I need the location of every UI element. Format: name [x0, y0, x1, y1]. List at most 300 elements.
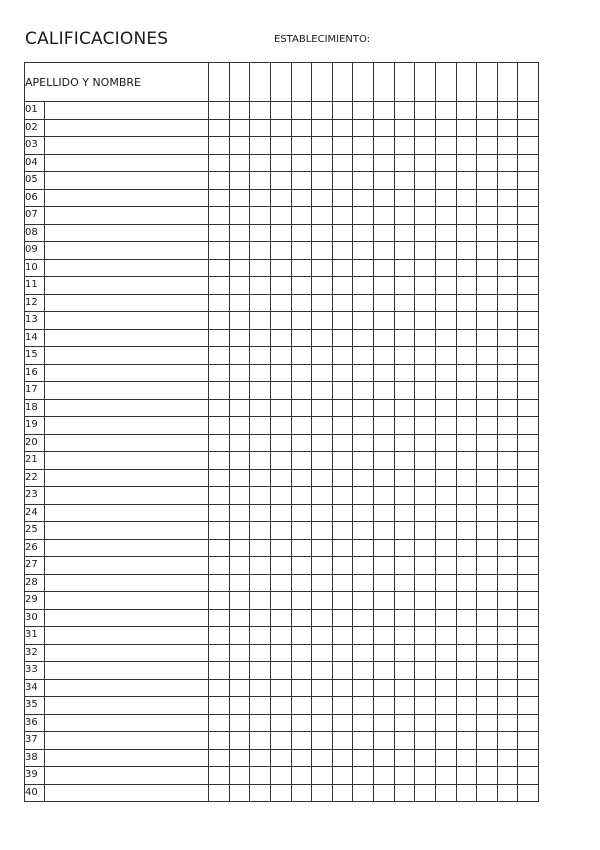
grade-cell[interactable] — [374, 329, 395, 347]
grade-cell[interactable] — [312, 434, 333, 452]
grade-cell[interactable] — [291, 452, 312, 470]
grade-cell[interactable] — [270, 714, 291, 732]
grade-cell[interactable] — [270, 294, 291, 312]
grade-cell[interactable] — [394, 487, 415, 505]
grade-cell[interactable] — [415, 259, 436, 277]
grade-cell[interactable] — [312, 557, 333, 575]
grade-cell[interactable] — [270, 504, 291, 522]
grade-cell[interactable] — [270, 697, 291, 715]
grade-cell[interactable] — [497, 312, 518, 330]
grade-cell[interactable] — [415, 207, 436, 225]
grade-cell[interactable] — [518, 732, 539, 750]
grade-cell[interactable] — [291, 697, 312, 715]
grade-cell[interactable] — [435, 417, 456, 435]
grade-cell[interactable] — [229, 434, 250, 452]
grade-cell[interactable] — [332, 679, 353, 697]
grade-cell[interactable] — [518, 504, 539, 522]
grade-cell[interactable] — [394, 504, 415, 522]
grade-cell[interactable] — [394, 452, 415, 470]
grade-cell[interactable] — [435, 452, 456, 470]
grade-cell[interactable] — [497, 242, 518, 260]
grade-cell[interactable] — [209, 434, 230, 452]
student-name-cell[interactable] — [45, 119, 209, 137]
grade-cell[interactable] — [312, 294, 333, 312]
student-name-cell[interactable] — [45, 434, 209, 452]
student-name-cell[interactable] — [45, 679, 209, 697]
grade-cell[interactable] — [312, 189, 333, 207]
grade-cell[interactable] — [374, 137, 395, 155]
grade-cell[interactable] — [250, 102, 271, 120]
grade-cell[interactable] — [353, 329, 374, 347]
grade-cell[interactable] — [312, 644, 333, 662]
grade-cell[interactable] — [353, 749, 374, 767]
grade-cell[interactable] — [518, 347, 539, 365]
grade-cell[interactable] — [435, 592, 456, 610]
grade-cell[interactable] — [415, 434, 436, 452]
grade-cell[interactable] — [374, 469, 395, 487]
grade-cell[interactable] — [270, 329, 291, 347]
grade-cell[interactable] — [394, 767, 415, 785]
grade-cell[interactable] — [497, 522, 518, 540]
grade-cell[interactable] — [312, 172, 333, 190]
student-name-cell[interactable] — [45, 364, 209, 382]
student-name-cell[interactable] — [45, 627, 209, 645]
grade-cell[interactable] — [415, 574, 436, 592]
grade-cell[interactable] — [497, 399, 518, 417]
grade-cell[interactable] — [291, 364, 312, 382]
grade-cell[interactable] — [312, 242, 333, 260]
grade-cell[interactable] — [477, 137, 498, 155]
grade-cell[interactable] — [250, 662, 271, 680]
grade-cell[interactable] — [229, 119, 250, 137]
grade-cell[interactable] — [332, 522, 353, 540]
grade-cell[interactable] — [270, 557, 291, 575]
grade-cell[interactable] — [456, 644, 477, 662]
grade-cell[interactable] — [312, 662, 333, 680]
grade-cell[interactable] — [477, 294, 498, 312]
grade-cell[interactable] — [497, 189, 518, 207]
grade-cell[interactable] — [209, 154, 230, 172]
grade-cell[interactable] — [353, 312, 374, 330]
grade-cell[interactable] — [477, 102, 498, 120]
grade-cell[interactable] — [435, 732, 456, 750]
grade-cell[interactable] — [394, 154, 415, 172]
grade-cell[interactable] — [291, 767, 312, 785]
grade-cell[interactable] — [435, 137, 456, 155]
student-name-cell[interactable] — [45, 399, 209, 417]
grade-cell[interactable] — [374, 312, 395, 330]
grade-cell[interactable] — [435, 242, 456, 260]
grade-cell[interactable] — [312, 539, 333, 557]
grade-cell[interactable] — [477, 329, 498, 347]
grade-cell[interactable] — [332, 119, 353, 137]
grade-cell[interactable] — [270, 627, 291, 645]
grade-cell[interactable] — [312, 329, 333, 347]
grade-cell[interactable] — [312, 522, 333, 540]
grade-cell[interactable] — [497, 417, 518, 435]
student-name-cell[interactable] — [45, 102, 209, 120]
grade-cell[interactable] — [394, 714, 415, 732]
grade-cell[interactable] — [250, 714, 271, 732]
grade-cell[interactable] — [332, 784, 353, 802]
grade-cell[interactable] — [229, 242, 250, 260]
grade-cell[interactable] — [209, 452, 230, 470]
grade-cell[interactable] — [415, 469, 436, 487]
grade-cell[interactable] — [229, 609, 250, 627]
grade-cell[interactable] — [456, 172, 477, 190]
student-name-cell[interactable] — [45, 172, 209, 190]
grade-cell[interactable] — [415, 137, 436, 155]
grade-cell[interactable] — [518, 522, 539, 540]
student-name-cell[interactable] — [45, 504, 209, 522]
grade-cell[interactable] — [332, 102, 353, 120]
grade-cell[interactable] — [435, 767, 456, 785]
grade-cell[interactable] — [332, 399, 353, 417]
grade-cell[interactable] — [456, 522, 477, 540]
student-name-cell[interactable] — [45, 574, 209, 592]
grade-cell[interactable] — [312, 207, 333, 225]
grade-cell[interactable] — [477, 347, 498, 365]
grade-cell[interactable] — [497, 119, 518, 137]
grade-cell[interactable] — [435, 627, 456, 645]
grade-cell[interactable] — [270, 189, 291, 207]
grade-cell[interactable] — [291, 259, 312, 277]
grade-cell[interactable] — [477, 522, 498, 540]
grade-cell[interactable] — [415, 784, 436, 802]
grade-cell[interactable] — [209, 784, 230, 802]
grade-cell[interactable] — [394, 644, 415, 662]
grade-cell[interactable] — [270, 224, 291, 242]
grade-cell[interactable] — [332, 224, 353, 242]
grade-cell[interactable] — [415, 154, 436, 172]
grade-cell[interactable] — [435, 609, 456, 627]
grade-cell[interactable] — [229, 662, 250, 680]
grade-cell[interactable] — [518, 434, 539, 452]
grade-cell[interactable] — [477, 767, 498, 785]
grade-cell[interactable] — [477, 119, 498, 137]
grade-cell[interactable] — [332, 557, 353, 575]
grade-cell[interactable] — [291, 417, 312, 435]
grade-cell[interactable] — [270, 312, 291, 330]
grade-cell[interactable] — [291, 119, 312, 137]
grade-cell[interactable] — [332, 294, 353, 312]
grade-cell[interactable] — [250, 137, 271, 155]
grade-cell[interactable] — [291, 469, 312, 487]
grade-cell[interactable] — [435, 539, 456, 557]
grade-cell[interactable] — [291, 662, 312, 680]
grade-cell[interactable] — [353, 592, 374, 610]
grade-cell[interactable] — [209, 347, 230, 365]
grade-cell[interactable] — [291, 207, 312, 225]
grade-cell[interactable] — [270, 452, 291, 470]
grade-cell[interactable] — [477, 557, 498, 575]
grade-cell[interactable] — [518, 312, 539, 330]
grade-cell[interactable] — [229, 207, 250, 225]
grade-cell[interactable] — [250, 399, 271, 417]
grade-cell[interactable] — [374, 102, 395, 120]
student-name-cell[interactable] — [45, 662, 209, 680]
grade-cell[interactable] — [353, 732, 374, 750]
grade-cell[interactable] — [374, 347, 395, 365]
grade-cell[interactable] — [250, 522, 271, 540]
grade-cell[interactable] — [250, 329, 271, 347]
grade-cell[interactable] — [250, 784, 271, 802]
grade-cell[interactable] — [270, 434, 291, 452]
grade-cell[interactable] — [518, 172, 539, 190]
grade-cell[interactable] — [374, 714, 395, 732]
grade-cell[interactable] — [394, 399, 415, 417]
grade-cell[interactable] — [497, 504, 518, 522]
grade-cell[interactable] — [518, 242, 539, 260]
grade-cell[interactable] — [332, 242, 353, 260]
student-name-cell[interactable] — [45, 312, 209, 330]
student-name-cell[interactable] — [45, 137, 209, 155]
grade-cell[interactable] — [209, 119, 230, 137]
grade-cell[interactable] — [497, 434, 518, 452]
grade-cell[interactable] — [209, 224, 230, 242]
grade-cell[interactable] — [353, 487, 374, 505]
grade-cell[interactable] — [456, 347, 477, 365]
grade-cell[interactable] — [312, 382, 333, 400]
grade-cell[interactable] — [456, 242, 477, 260]
grade-cell[interactable] — [435, 784, 456, 802]
grade-cell[interactable] — [250, 294, 271, 312]
grade-cell[interactable] — [374, 294, 395, 312]
student-name-cell[interactable] — [45, 784, 209, 802]
grade-cell[interactable] — [312, 784, 333, 802]
grade-cell[interactable] — [518, 154, 539, 172]
student-name-cell[interactable] — [45, 557, 209, 575]
grade-cell[interactable] — [291, 172, 312, 190]
grade-cell[interactable] — [518, 487, 539, 505]
grade-cell[interactable] — [229, 172, 250, 190]
grade-cell[interactable] — [250, 207, 271, 225]
grade-cell[interactable] — [270, 399, 291, 417]
grade-cell[interactable] — [353, 644, 374, 662]
grade-cell[interactable] — [477, 277, 498, 295]
grade-cell[interactable] — [250, 434, 271, 452]
student-name-cell[interactable] — [45, 452, 209, 470]
grade-cell[interactable] — [456, 312, 477, 330]
grade-cell[interactable] — [312, 697, 333, 715]
grade-cell[interactable] — [415, 242, 436, 260]
grade-cell[interactable] — [415, 102, 436, 120]
grade-cell[interactable] — [353, 382, 374, 400]
grade-cell[interactable] — [332, 329, 353, 347]
grade-cell[interactable] — [394, 662, 415, 680]
grade-cell[interactable] — [209, 207, 230, 225]
grade-cell[interactable] — [332, 382, 353, 400]
grade-cell[interactable] — [435, 557, 456, 575]
student-name-cell[interactable] — [45, 522, 209, 540]
grade-cell[interactable] — [477, 469, 498, 487]
grade-cell[interactable] — [456, 207, 477, 225]
grade-cell[interactable] — [394, 469, 415, 487]
grade-cell[interactable] — [497, 732, 518, 750]
grade-cell[interactable] — [435, 399, 456, 417]
grade-cell[interactable] — [291, 224, 312, 242]
grade-cell[interactable] — [250, 259, 271, 277]
grade-cell[interactable] — [353, 679, 374, 697]
grade-cell[interactable] — [209, 102, 230, 120]
grade-cell[interactable] — [353, 469, 374, 487]
grade-cell[interactable] — [250, 539, 271, 557]
grade-cell[interactable] — [435, 347, 456, 365]
grade-cell[interactable] — [374, 592, 395, 610]
grade-cell[interactable] — [312, 137, 333, 155]
grade-cell[interactable] — [270, 382, 291, 400]
grade-cell[interactable] — [332, 189, 353, 207]
grade-cell[interactable] — [394, 732, 415, 750]
grade-cell[interactable] — [209, 417, 230, 435]
grade-cell[interactable] — [456, 697, 477, 715]
grade-cell[interactable] — [435, 207, 456, 225]
grade-cell[interactable] — [435, 697, 456, 715]
grade-cell[interactable] — [374, 749, 395, 767]
grade-cell[interactable] — [209, 539, 230, 557]
grade-cell[interactable] — [456, 592, 477, 610]
grade-cell[interactable] — [250, 189, 271, 207]
grade-cell[interactable] — [456, 662, 477, 680]
grade-cell[interactable] — [229, 312, 250, 330]
grade-cell[interactable] — [291, 137, 312, 155]
grade-cell[interactable] — [250, 749, 271, 767]
student-name-cell[interactable] — [45, 347, 209, 365]
grade-cell[interactable] — [332, 697, 353, 715]
grade-cell[interactable] — [394, 557, 415, 575]
grade-cell[interactable] — [291, 382, 312, 400]
grade-cell[interactable] — [477, 574, 498, 592]
grade-cell[interactable] — [229, 364, 250, 382]
grade-cell[interactable] — [415, 347, 436, 365]
grade-cell[interactable] — [332, 469, 353, 487]
grade-cell[interactable] — [209, 294, 230, 312]
grade-cell[interactable] — [229, 679, 250, 697]
grade-cell[interactable] — [518, 329, 539, 347]
grade-cell[interactable] — [477, 382, 498, 400]
grade-cell[interactable] — [332, 277, 353, 295]
grade-cell[interactable] — [209, 697, 230, 715]
grade-cell[interactable] — [270, 784, 291, 802]
grade-cell[interactable] — [291, 574, 312, 592]
grade-cell[interactable] — [209, 259, 230, 277]
grade-cell[interactable] — [456, 504, 477, 522]
grade-cell[interactable] — [250, 382, 271, 400]
grade-cell[interactable] — [250, 224, 271, 242]
grade-cell[interactable] — [456, 154, 477, 172]
grade-cell[interactable] — [518, 592, 539, 610]
grade-cell[interactable] — [332, 364, 353, 382]
grade-cell[interactable] — [229, 102, 250, 120]
grade-cell[interactable] — [477, 189, 498, 207]
grade-cell[interactable] — [209, 679, 230, 697]
grade-cell[interactable] — [394, 277, 415, 295]
grade-cell[interactable] — [456, 277, 477, 295]
student-name-cell[interactable] — [45, 259, 209, 277]
grade-cell[interactable] — [415, 732, 436, 750]
grade-cell[interactable] — [332, 347, 353, 365]
grade-cell[interactable] — [394, 749, 415, 767]
grade-cell[interactable] — [415, 609, 436, 627]
grade-cell[interactable] — [353, 627, 374, 645]
grade-cell[interactable] — [374, 539, 395, 557]
grade-cell[interactable] — [209, 592, 230, 610]
grade-cell[interactable] — [456, 417, 477, 435]
grade-cell[interactable] — [415, 644, 436, 662]
grade-cell[interactable] — [250, 644, 271, 662]
grade-cell[interactable] — [497, 644, 518, 662]
grade-cell[interactable] — [415, 522, 436, 540]
grade-cell[interactable] — [270, 662, 291, 680]
grade-cell[interactable] — [332, 627, 353, 645]
grade-cell[interactable] — [250, 592, 271, 610]
student-name-cell[interactable] — [45, 417, 209, 435]
grade-cell[interactable] — [229, 504, 250, 522]
grade-cell[interactable] — [477, 679, 498, 697]
grade-cell[interactable] — [518, 189, 539, 207]
grade-cell[interactable] — [477, 784, 498, 802]
grade-cell[interactable] — [394, 592, 415, 610]
grade-cell[interactable] — [353, 207, 374, 225]
grade-cell[interactable] — [435, 574, 456, 592]
grade-cell[interactable] — [497, 557, 518, 575]
grade-cell[interactable] — [270, 749, 291, 767]
grade-cell[interactable] — [477, 452, 498, 470]
student-name-cell[interactable] — [45, 277, 209, 295]
grade-cell[interactable] — [209, 644, 230, 662]
grade-cell[interactable] — [497, 784, 518, 802]
grade-cell[interactable] — [291, 434, 312, 452]
grade-cell[interactable] — [312, 224, 333, 242]
grade-cell[interactable] — [415, 767, 436, 785]
grade-cell[interactable] — [270, 574, 291, 592]
grade-cell[interactable] — [332, 452, 353, 470]
grade-cell[interactable] — [291, 347, 312, 365]
grade-cell[interactable] — [497, 154, 518, 172]
grade-cell[interactable] — [312, 347, 333, 365]
grade-cell[interactable] — [394, 434, 415, 452]
grade-cell[interactable] — [497, 714, 518, 732]
grade-cell[interactable] — [477, 732, 498, 750]
grade-cell[interactable] — [394, 574, 415, 592]
grade-cell[interactable] — [456, 469, 477, 487]
grade-cell[interactable] — [374, 662, 395, 680]
grade-cell[interactable] — [394, 347, 415, 365]
grade-cell[interactable] — [229, 539, 250, 557]
grade-cell[interactable] — [497, 662, 518, 680]
grade-cell[interactable] — [353, 137, 374, 155]
grade-cell[interactable] — [518, 784, 539, 802]
grade-cell[interactable] — [497, 382, 518, 400]
grade-cell[interactable] — [435, 102, 456, 120]
grade-cell[interactable] — [229, 644, 250, 662]
grade-cell[interactable] — [394, 697, 415, 715]
student-name-cell[interactable] — [45, 224, 209, 242]
grade-cell[interactable] — [250, 487, 271, 505]
grade-cell[interactable] — [456, 119, 477, 137]
grade-cell[interactable] — [312, 574, 333, 592]
grade-cell[interactable] — [312, 417, 333, 435]
grade-cell[interactable] — [374, 697, 395, 715]
grade-cell[interactable] — [415, 417, 436, 435]
student-name-cell[interactable] — [45, 767, 209, 785]
grade-cell[interactable] — [312, 364, 333, 382]
grade-cell[interactable] — [291, 102, 312, 120]
grade-cell[interactable] — [477, 504, 498, 522]
grade-cell[interactable] — [518, 627, 539, 645]
grade-cell[interactable] — [353, 189, 374, 207]
grade-cell[interactable] — [456, 487, 477, 505]
